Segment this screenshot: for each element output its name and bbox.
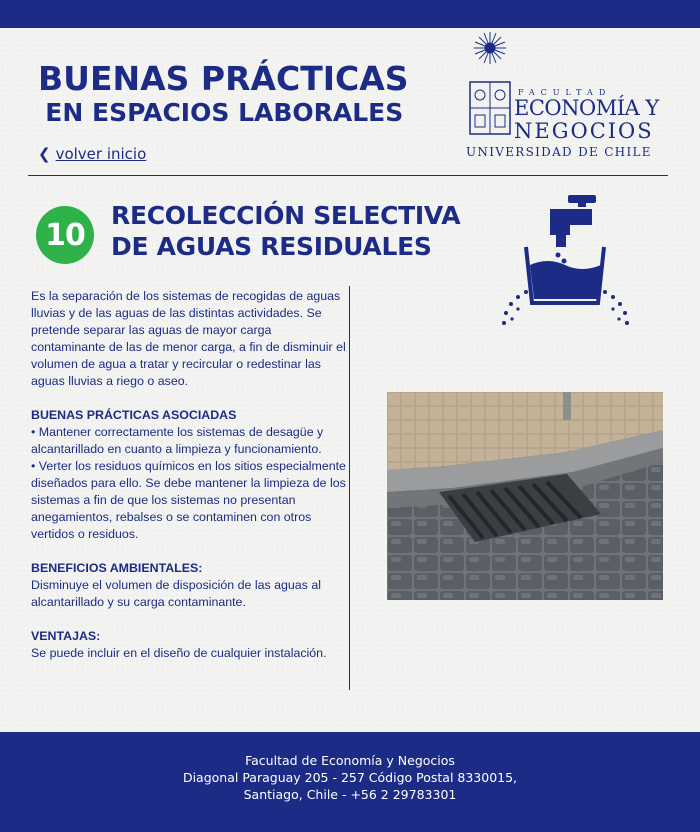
faculty-logo	[466, 30, 661, 165]
content-column	[31, 288, 349, 662]
logo-faculty-label: FACULTAD	[518, 88, 612, 97]
section-title-line2: DE AGUAS RESIDUALES	[111, 232, 432, 261]
section-title-line1: RECOLECCIÓN SELECTIVA	[111, 201, 461, 230]
footer	[0, 752, 700, 803]
section-title	[111, 200, 460, 262]
logo-line1: ECONOMÍA Y	[514, 96, 659, 120]
section-number-badge: 10	[36, 206, 94, 264]
practices-heading: BUENAS PRÁCTICAS ASOCIADAS	[31, 408, 237, 422]
benefits-heading: BENEFICIOS AMBIENTALES:	[31, 561, 203, 575]
back-link-label[interactable]: volver inicio	[55, 145, 147, 163]
logo-line2: NEGOCIOS	[514, 119, 654, 143]
page-title-line2: EN ESPACIOS LABORALES	[45, 98, 404, 127]
water-tap-icon	[498, 195, 633, 330]
logo-university: UNIVERSIDAD DE CHILE	[466, 145, 652, 159]
page-title-line1: BUENAS PRÁCTICAS	[38, 59, 409, 98]
chevron-left-icon: ❮	[38, 145, 51, 163]
advantages-text: Se puede incluir en el diseño de cualquier instalación.	[31, 646, 327, 660]
header-divider	[28, 175, 668, 176]
practice-item-2: • Verter los residuos químicos en los sitios especialmente diseñados para ello. Se debe mantener la limpieza de los sistemas a fin de que los sistemas no presentan anegamientos, rebalses o se contaminen con otros vertidos o residuos.	[31, 459, 346, 541]
footer-line2: Diagonal Paraguay 205 - 257 Código Postal 8330015,	[182, 770, 518, 785]
page-title	[38, 60, 409, 128]
university-crest-icon	[466, 30, 514, 142]
advantages-heading: VENTAJAS:	[31, 629, 101, 643]
back-link[interactable]	[38, 145, 146, 163]
column-divider	[349, 286, 350, 690]
storm-drain-photo	[387, 392, 663, 600]
intro-paragraph: Es la separación de los sistemas de recogidas de aguas lluvias y de las aguas de las distintas actividades. Se pretende separar las aguas de mayor carga contaminante de las de menor carga, a fin de disminuir el volumen de agua a tratar y recircular o redestinar las aguas lluvias a riego o aseo.	[31, 289, 346, 388]
footer-line1: Facultad de Economía y Negocios	[245, 753, 455, 768]
footer-line3: Santiago, Chile - +56 2 29783301	[243, 787, 457, 802]
practice-item-1: • Mantener correctamente los sistemas de desagüe y alcantarillado en cuanto a limpieza y funcionamiento.	[31, 425, 324, 456]
benefits-text: Disminuye el volumen de disposición de las aguas al alcantarillado y su carga contaminante.	[31, 578, 321, 609]
